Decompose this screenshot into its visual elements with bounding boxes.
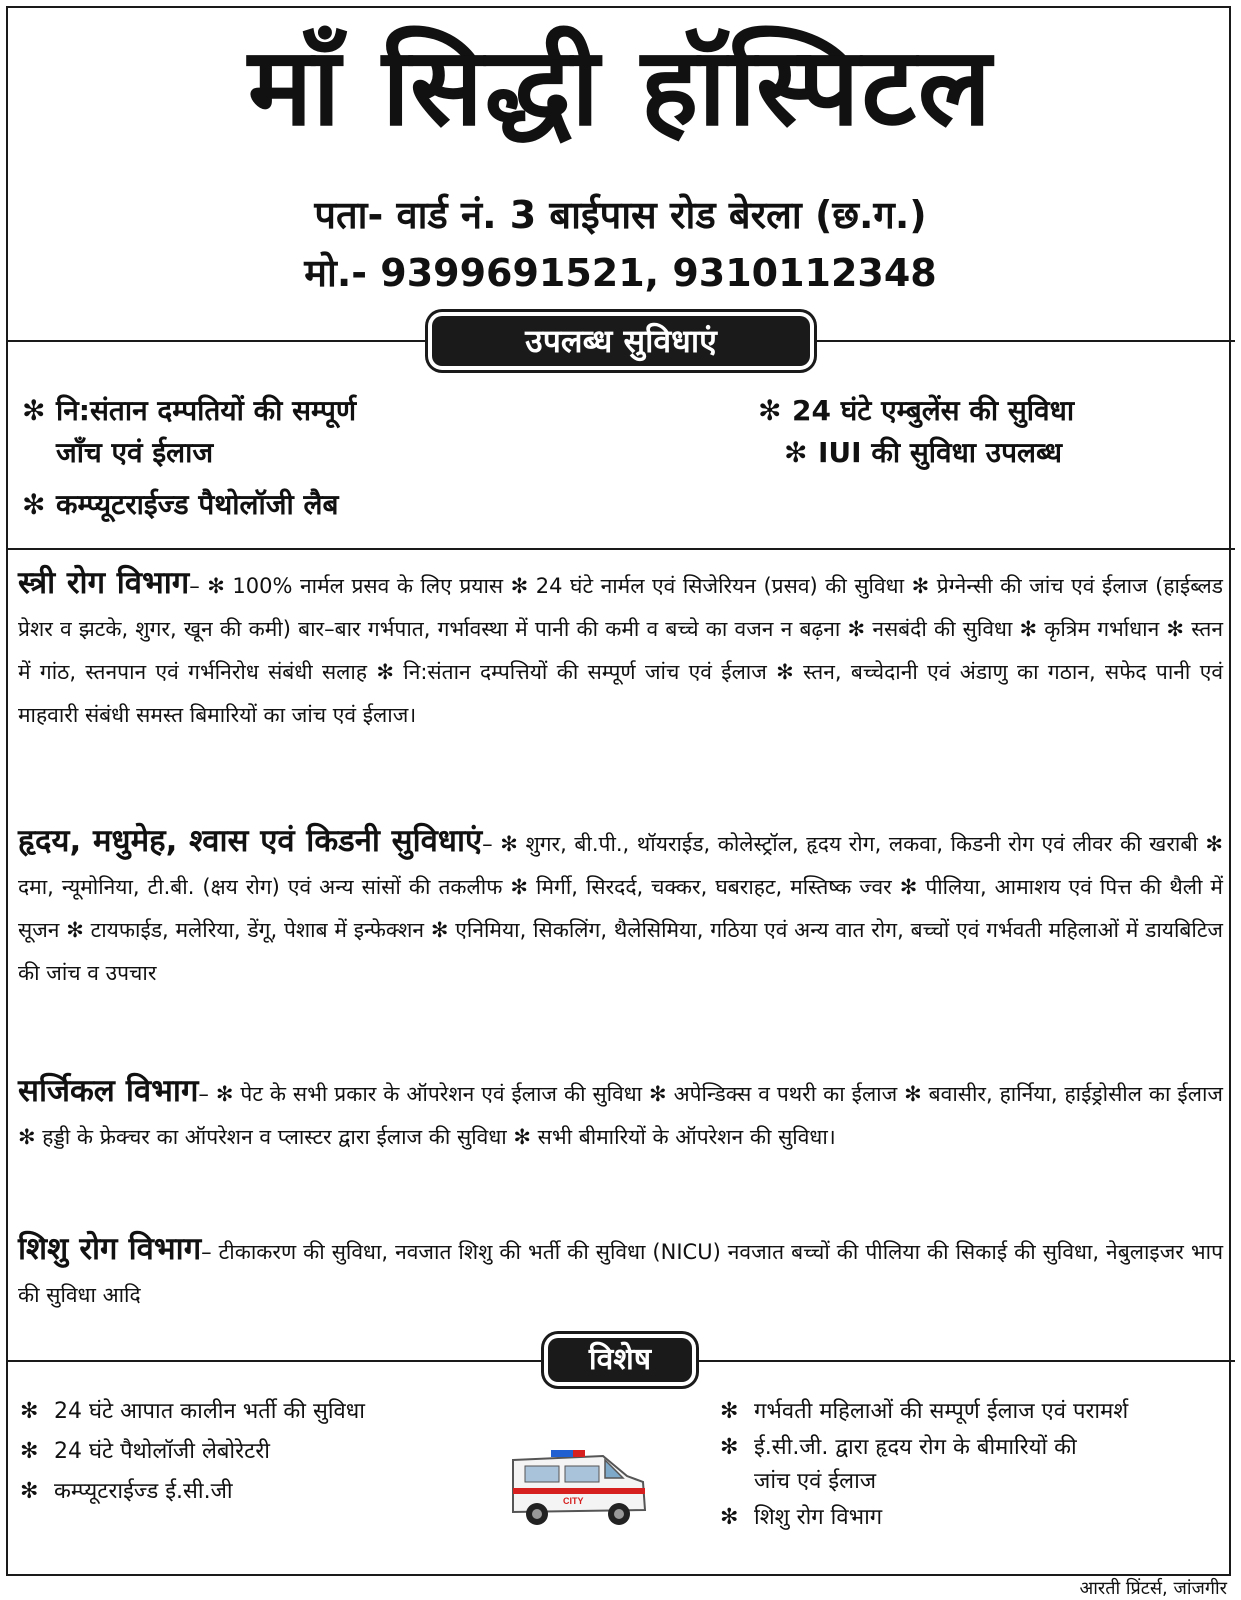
address: पता- वार्ड नं. 3 बाईपास रोड बेरला (छ.ग.) xyxy=(314,193,927,237)
dept-heading: हृदय, मधुमेह, श्वास एवं किडनी सुविधाएं xyxy=(18,823,483,859)
star-icon: ✻ xyxy=(20,1479,39,1504)
special-item: ✻ गर्भवती महिलाओं की सम्पूर्ण ईलाज एवं परामर्श xyxy=(720,1394,1128,1430)
special-item: ✻ 24 घंटे पैथोलॉजी लेबोरेटरी xyxy=(20,1434,270,1470)
printer-credit: आरती प्रिंटर्स, जांजगीर xyxy=(1079,1578,1227,1599)
ambulance-icon xyxy=(505,1430,655,1530)
facility-item: ✻ IUI की सुविधा उपलब्ध xyxy=(784,432,1062,474)
dept-cardio-diabetes: हृदय, मधुमेह, श्वास एवं किडनी सुविधाएं– ✻ शुगर, बी.पी., थॉयराईड, कोलेस्ट्रॉल, हृदय रोग, लकवा, किडनी रोग एवं लीवर की खराबी ✻ दमा, न्यूमोनिया, टी.बी. (क्षय रोग) एवं अन्य सांसों की तकलीफ ✻ मिर्गी, सिरदर्द, चक्कर, घबराहट, मस्तिष्क ज्वर ✻ पीलिया, आमाशय एवं पित्त की थैली में सूजन ✻ टायफाईड, मलेरिया, डेंगू, पेशाब में इन्फेक्शन ✻ एनिमिया, सिकलिंग, थैलेसिमिया, गठिया एवं अन्य वात रोग, बच्चों एवं गर्भवती महिलाओं में डायबिटिज की जांच व उपचार xyxy=(18,823,1224,985)
mobile-numbers: मो.- 9399691521, 9310112348 xyxy=(304,251,937,295)
special-heading: विशेष xyxy=(548,1338,692,1382)
special-item-cont: जांच एवं ईलाज xyxy=(754,1469,877,1494)
dept-heading: शिशु रोग विभाग xyxy=(18,1231,202,1267)
hospital-name: माँ सिद्धी हॉस्पिटल xyxy=(247,25,994,150)
dept-gynecology: स्त्री रोग विभाग– ✻ 100% नार्मल प्रसव के लिए प्रयास ✻ 24 घंटे नार्मल एवं सिजेरियन (प्रसव) की सुविधा ✻ प्रेग्नेन्सी की जांच एवं ईलाज (हाईब्लड प्रेशर व झटके, शुगर, खून की कमी) बार–बार गर्भपात, गर्भावस्था में पानी की कमी व बच्चे का वजन न बढ़ना ✻ नसबंदी की सुविधा ✻ कृत्रिम गर्भाधान ✻ स्तन में गांठ, स्तनपान एवं गर्भनिरोध संबंधी सलाह ✻ नि:संतान दम्पत्तियों की सम्पूर्ण जांच एवं ईलाज ✻ स्तन, बच्चेदानी एवं अंडाणु का गठान, सफेद पानी एवं माहवारी संबंधी समस्त बिमारियों का जांच एवं ईलाज। xyxy=(18,565,1223,727)
facility-item: ✻ 24 घंटे एम्बुलेंस की सुविधा xyxy=(758,390,1074,432)
special-item: ✻ ई.सी.जी. द्वारा हृदय रोग के बीमारियों की xyxy=(720,1430,1077,1466)
special-item: ✻ 24 घंटे आपात कालीन भर्ती की सुविधा xyxy=(20,1394,365,1430)
facility-item: ✻ कम्प्यूटराईज्ड पैथोलॉजी लैब xyxy=(22,484,338,526)
ambulance-label: CITY xyxy=(563,1496,584,1506)
facility-item: ✻ नि:संतान दम्पतियों की सम्पूर्ण xyxy=(22,390,356,432)
divider xyxy=(6,548,1235,550)
dept-surgical: सर्जिकल विभाग– ✻ पेट के सभी प्रकार के ऑपरेशन एवं ईलाज की सुविधा ✻ अपेन्डिक्स व पथरी का ईलाज ✻ बवासीर, हार्निया, हाईड्रोसील का ईलाज ✻ हड्डी के फ्रेक्चर का ऑपरेशन व प्लास्टर द्वारा ईलाज की सुविधा ✻ सभी बीमारियों के ऑपरेशन की सुविधा। xyxy=(18,1073,1223,1149)
star-icon: ✻ xyxy=(22,394,46,427)
star-icon: ✻ xyxy=(20,1439,39,1464)
special-item: ✻ कम्प्यूटराईज्ड ई.सी.जी xyxy=(20,1474,233,1510)
dept-heading: सर्जिकल विभाग xyxy=(18,1073,199,1109)
star-icon: ✻ xyxy=(20,1399,39,1424)
star-icon: ✻ xyxy=(784,436,808,469)
star-icon: ✻ xyxy=(720,1435,739,1460)
special-item: ✻ शिशु रोग विभाग xyxy=(720,1500,882,1536)
star-icon: ✻ xyxy=(758,394,782,427)
star-icon: ✻ xyxy=(720,1505,739,1530)
star-icon: ✻ xyxy=(22,488,46,521)
facility-item-cont: जाँच एवं ईलाज xyxy=(56,436,214,469)
dept-pediatrics: शिशु रोग विभाग– टीकाकरण की सुविधा, नवजात शिशु की भर्ती की सुविधा (NICU) नवजात बच्चों की पीलिया की सिकाई की सुविधा, नेबुलाइजर भाप की सुविधा आदि xyxy=(18,1231,1224,1307)
facilities-heading: उपलब्ध सुविधाएं xyxy=(432,316,810,366)
star-icon: ✻ xyxy=(720,1399,739,1424)
dept-heading: स्त्री रोग विभाग xyxy=(18,565,190,601)
